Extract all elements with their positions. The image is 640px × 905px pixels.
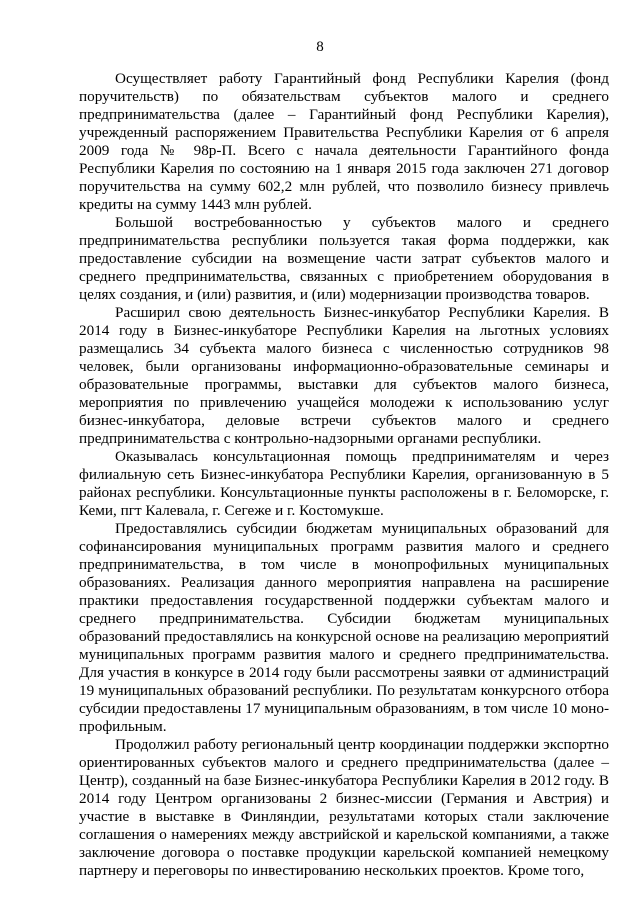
paragraph-municipal-subsidies: Предоставлялись субсидии бюджетам муниципальных образований для софинансирования муниципальных программ развития малого и среднего предпринимательства, в том числе в монопрофильных муниципальных образованиях. Реализация данного мероприятия направлена на расширение практики предоставления государственной поддержки субъектам малого и среднего предпринимательства. Субсидии бюджетам муниципальных образований предоставлялись на конкурсной основе на реализацию мероприятий муниципальных программ развития малого и среднего предпринимательства. Для участия в конкурсе в 2014 году были рассмотрены заявки от администраций 19 муниципальных образований республики. По результатам конкурсного отбора субсидии предоставлены 17 муниципальным образованиям, в том числе 10 моно-профильным.: [79, 520, 609, 735]
paragraph-export-center: Продолжил работу региональный центр координации поддержки экспортно ориентированных субъектов малого и среднего предпринимательства (далее – Центр), созданный на базе Бизнес-инкубатора Республики Карелия в 2012 году. В 2014 году Центром организованы 2 бизнес-миссии (Германия и Австрия) и участие в выставке в Финляндии, результатами которых стали заключение соглашения о намерениях между австрийской и карельской компаниями, а также заключение договора о поставке продукции карельской компанией немецкому партнеру и переговоры по инвестированию нескольких проектов. Кроме того,: [79, 736, 609, 879]
paragraph-guarantee-fund: Осуществляет работу Гарантийный фонд Республики Карелия (фонд поручительств) по обязательствам субъектов малого и среднего предпринимательства (далее – Гарантийный фонд Республики Карелия), учрежденный распоряжением Правительства Республики Карелия от 6 апреля 2009 года № 98р-П. Всего с начала деятельности Гарантийного фонда Республики Карелия по состоянию на 1 января 2015 года заключен 271 договор поручительства на сумму 602,2 млн рублей, что позволило бизнесу привлечь кредиты на сумму 1443 млн рублей.: [79, 70, 609, 213]
paragraph-business-incubator: Расширил свою деятельность Бизнес-инкубатор Республики Карелия. В 2014 году в Бизнес-инкубаторе Республики Карелия на льготных условиях размещались 34 субъекта малого бизнеса с численностью сотрудников 98 человек, были организованы информационно-образовательные семинары и образовательные программы, выставки для субъектов малого бизнеса, мероприятия по привлечению учащейся молодежи к использованию услуг бизнес-инкубатора, деловые встречи субъектов малого и среднего предпринимательства с контрольно-надзорными органами республики.: [79, 304, 609, 447]
page-number: 8: [316, 39, 324, 55]
paragraph-consultation-network: Оказывалась консультационная помощь предпринимателям и через филиальную сеть Бизнес-инкубатора Республики Карелия, организованную в 5 районах республики. Консультационные пункты расположены в г. Беломорске, г. Кеми, пгт Калевала, г. Сегеже и г. Костомукше.: [79, 448, 609, 519]
paragraph-equipment-subsidy: Большой востребованностью у субъектов малого и среднего предпринимательства республики пользуется такая форма поддержки, как предоставление субсидии на возмещение части затрат субъектов малого и среднего предпринимательства, связанных с приобретением оборудования в целях создания, и (или) развития, и (или) модернизации производства товаров.: [79, 214, 609, 303]
document-body: [79, 70, 609, 880]
